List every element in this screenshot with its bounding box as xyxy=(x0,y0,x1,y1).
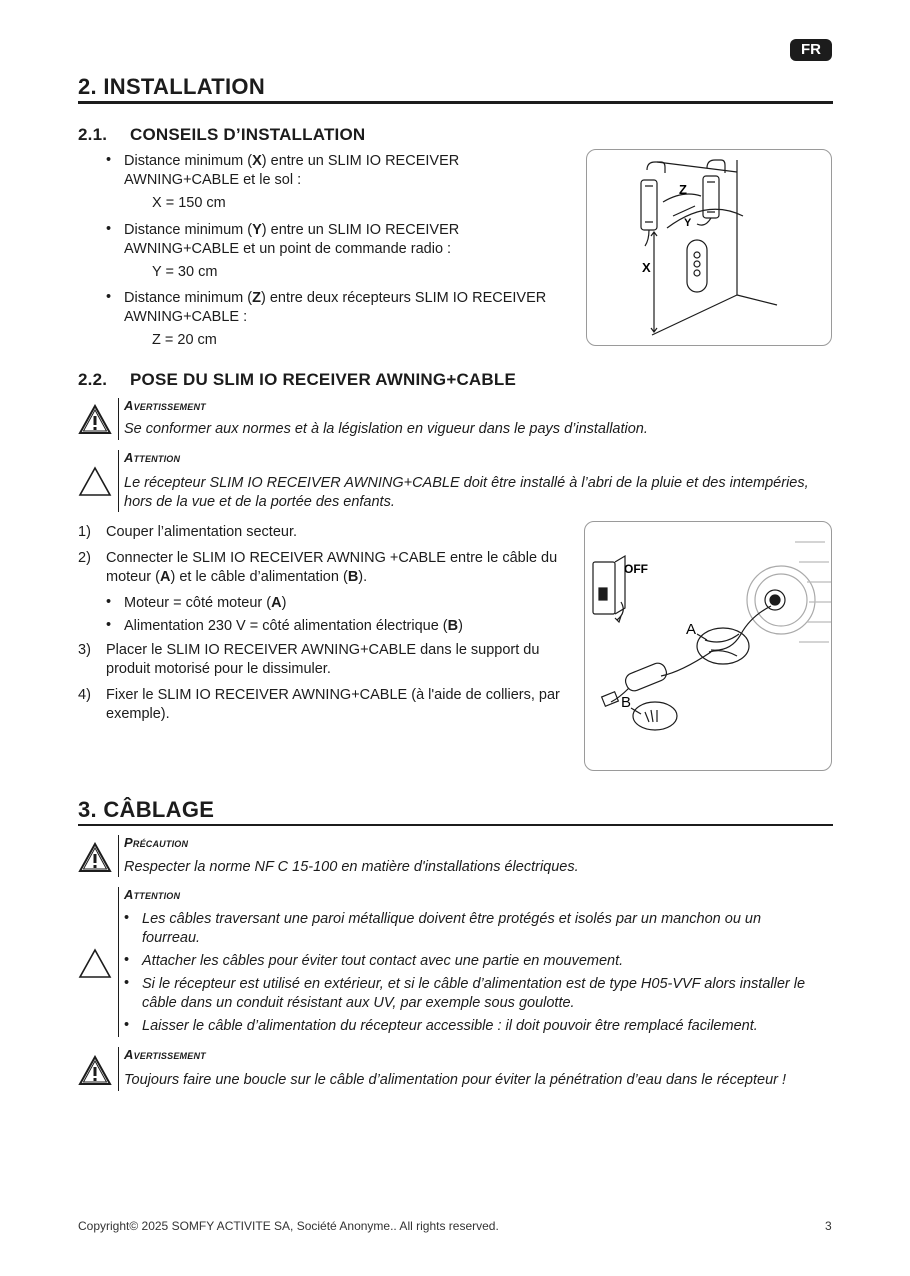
label-z: Z xyxy=(679,182,687,197)
label-x: X xyxy=(642,260,651,275)
step-4-text: Fixer le SLIM IO RECEIVER AWNING+CABLE (à l'aide de colliers, par exemple). xyxy=(106,687,560,722)
attention-item-1: Les câbles traversant une paroi métallique doivent être protégés et isolés par un manchon ou un fourreau. xyxy=(142,911,762,946)
bullet-dot: • xyxy=(106,221,112,237)
attention-item-4: Laisser le câble d’alimentation du récepteur accessible : il doit pouvoir être remplacé facilement. xyxy=(142,1018,758,1034)
attention-item-2: Attacher les câbles pour éviter tout contact avec une partie en mouvement. xyxy=(142,953,624,969)
wiring-diagram-illustration xyxy=(585,522,831,770)
bullet-dot: • xyxy=(124,975,130,991)
step-number: 3) xyxy=(78,642,91,658)
notice-title-precaution: Précaution xyxy=(124,835,189,850)
bullet-dot: • xyxy=(106,594,112,610)
install-advice-z: Distance minimum (Z) entre deux récepteurs SLIM IO RECEIVER AWNING+CABLE : Z = 20 cm xyxy=(124,290,547,348)
step-1-text: Couper l’alimentation secteur. xyxy=(106,524,298,540)
subsection-title-2-2: 2.2. POSE DU SLIM IO RECEIVER AWNING+CABLE xyxy=(78,370,517,389)
label-a: A xyxy=(686,621,697,638)
language-badge: FR xyxy=(790,39,832,61)
label-b: B xyxy=(621,694,632,711)
step-2-text: Connecter le SLIM IO RECEIVER AWNING +CABLE entre le câble du moteur (A) et le câble d’alimentation (B). xyxy=(106,550,558,585)
notice-text-warning: Se conformer aux normes et à la législation en vigueur dans le pays d’installation. xyxy=(124,421,648,437)
bullet-dot: • xyxy=(106,289,112,305)
bullet-dot: • xyxy=(124,910,130,926)
attention-item-3: Si le récepteur est utilisé en extérieur, et si le câble d’alimentation est de type H05-VVF alors installer le câble dans un conduit résistant aux UV, par exemple sous goulotte. xyxy=(142,976,806,1011)
distance-diagram xyxy=(586,149,832,346)
caution-icon xyxy=(78,466,112,498)
notice-title-warning: Avertissement xyxy=(124,1047,206,1062)
wiring-diagram xyxy=(584,521,832,771)
bullet-dot: • xyxy=(106,152,112,168)
section-rule xyxy=(78,824,833,826)
bullet-dot: • xyxy=(124,952,130,968)
sub-bullet-motor: Moteur = côté moteur (A) xyxy=(124,595,287,611)
bullet-dot: • xyxy=(106,617,112,633)
label-off: OFF xyxy=(624,562,648,576)
notice-title-attention: Attention xyxy=(124,887,181,902)
page-number: 3 xyxy=(825,1219,832,1233)
section-title-installation: 2. INSTALLATION xyxy=(78,74,266,99)
distance-diagram-illustration xyxy=(587,150,831,345)
warning-icon xyxy=(78,842,112,874)
step-number: 4) xyxy=(78,687,91,703)
sub-bullet-power: Alimentation 230 V = côté alimentation électrique (B) xyxy=(124,618,463,634)
step-3-text: Placer le SLIM IO RECEIVER AWNING+CABLE dans le support du produit motorisé pour le dissimuler. xyxy=(106,642,540,677)
install-advice-x: Distance minimum (X) entre un SLIM IO RECEIVER AWNING+CABLE et le sol : X = 150 cm xyxy=(124,153,460,211)
notice-title-attention: Attention xyxy=(124,450,181,465)
label-y: Y xyxy=(684,217,692,229)
notice-bar xyxy=(118,887,119,1037)
notice-bar xyxy=(118,1047,119,1091)
notice-bar xyxy=(118,450,119,512)
warning-icon xyxy=(78,404,112,436)
warning-icon xyxy=(78,1055,112,1087)
footer-copyright: Copyright© 2025 SOMFY ACTIVITE SA, Société Anonyme.. All rights reserved. xyxy=(78,1219,499,1233)
section-rule xyxy=(78,101,833,104)
install-advice-y: Distance minimum (Y) entre un SLIM IO RECEIVER AWNING+CABLE et un point de commande radio : Y = 30 cm xyxy=(124,222,460,280)
step-number: 1) xyxy=(78,524,91,540)
subsection-title-2-1: 2.1. CONSEILS D’INSTALLATION xyxy=(78,125,366,144)
notice-title-warning: Avertissement xyxy=(124,398,206,413)
bullet-dot: • xyxy=(124,1017,130,1033)
step-number: 2) xyxy=(78,550,91,566)
section-title-cablage: 3. CÂBLAGE xyxy=(78,797,215,822)
notice-text-attention: Le récepteur SLIM IO RECEIVER AWNING+CABLE doit être installé à l’abri de la pluie et des intempéries, hors de la vue et de la portée des enfants. xyxy=(124,475,809,510)
caution-icon xyxy=(78,948,112,980)
notice-bar xyxy=(118,835,119,877)
notice-text-warning: Toujours faire une boucle sur le câble d’alimentation pour éviter la pénétration d’eau dans le récepteur ! xyxy=(124,1072,787,1088)
notice-bar xyxy=(118,398,119,440)
notice-text-precaution: Respecter la norme NF C 15-100 en matière d'installations électriques. xyxy=(124,859,579,875)
